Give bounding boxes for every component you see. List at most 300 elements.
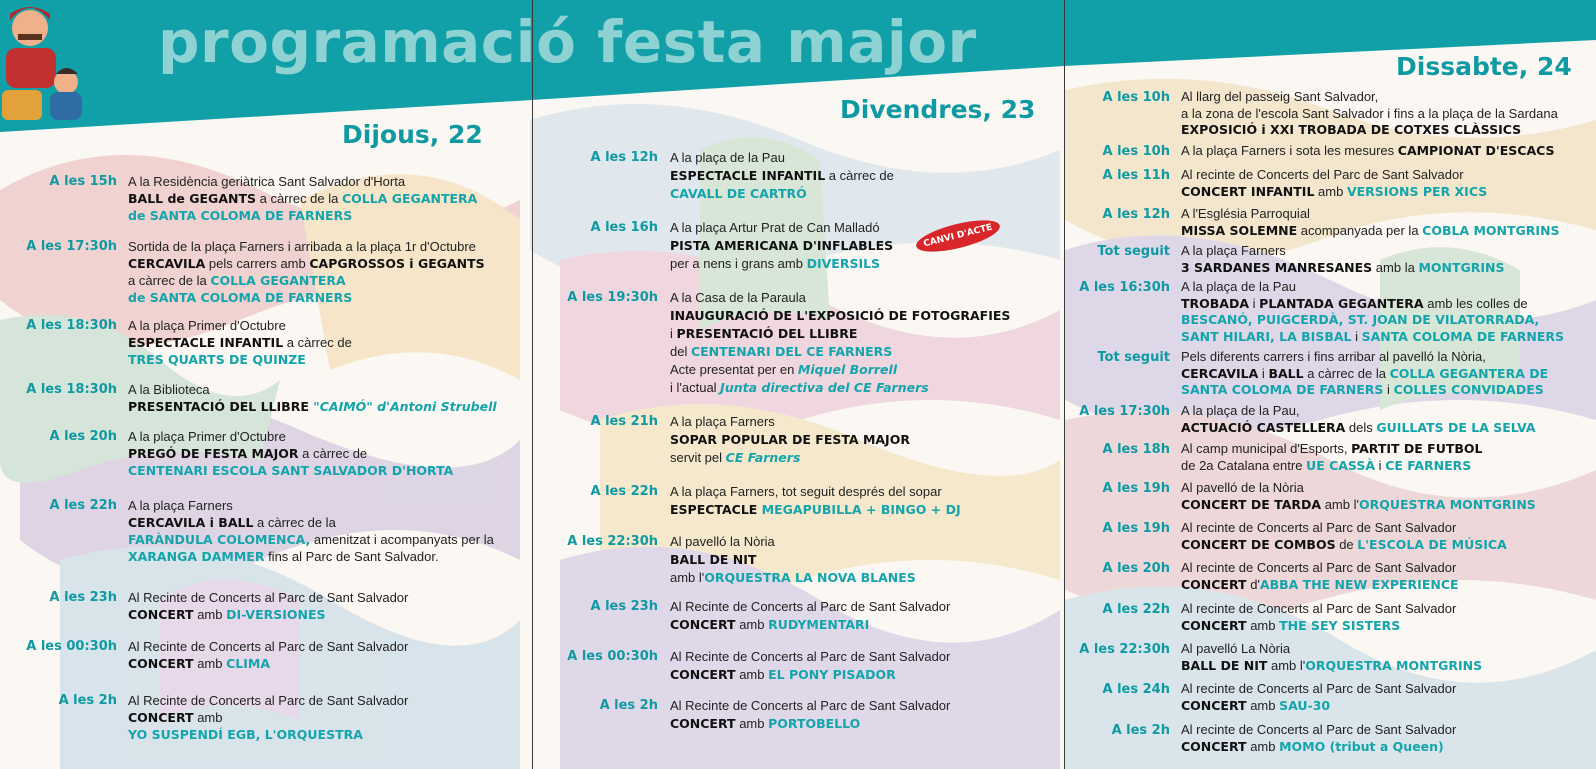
event-line (1181, 106, 1558, 123)
event-description (1181, 243, 1505, 276)
plain-text: per a nens i grans amb (670, 256, 807, 271)
event-name: PRESENTACIÓ DEL LLIBRE (128, 399, 309, 414)
plain-text: Al recinte de Concerts al Parc de Sant Salvador (1181, 722, 1457, 737)
event-line (128, 272, 485, 289)
plain-text: amb (735, 716, 769, 731)
event-line (1181, 560, 1459, 577)
event-name: CONCERT DE COMBOS (1181, 536, 1336, 552)
event-line (1181, 296, 1564, 313)
plain-text: A la Residència geriàtrica Sant Salvador d'Horta (128, 174, 406, 189)
event-time: A les 11h (1102, 168, 1170, 183)
event-line (670, 219, 893, 237)
plain-text: amb (193, 710, 223, 725)
event-name: 3 SARDANES MANRESANES (1181, 259, 1373, 275)
plain-text: amb (1246, 617, 1280, 633)
performer-name: MOMO (tribut a Queen) (1279, 738, 1444, 754)
event-name: PRESENTACIÓ DEL LLIBRE (676, 326, 858, 341)
event-name: CONCERT DE TARDA (1181, 496, 1322, 512)
performer-name: COLLES CONVIDADES (1393, 382, 1544, 397)
event-line (670, 569, 916, 587)
event-description (128, 692, 408, 743)
event-line (670, 379, 1010, 397)
event-description (670, 413, 910, 467)
event-line (1181, 260, 1505, 277)
plain-text: Acte presentat per en (670, 362, 798, 377)
event-name: TROBADA (1181, 295, 1250, 311)
event-line (1181, 537, 1507, 554)
event-description (128, 638, 408, 672)
performer-name: YO SUSPENDÍ EGB, L'ORQUESTRA (128, 727, 363, 742)
event-line (670, 413, 910, 431)
event-description (1181, 167, 1487, 200)
performer-name: XARANGA DAMMER (128, 549, 265, 564)
performer-name: MEGAPUBILLA + BINGO + DJ (757, 502, 961, 517)
event-line (670, 483, 961, 501)
event-name: BALL DE NIT (1181, 657, 1268, 673)
event-description (128, 317, 352, 368)
performer-name: ORQUESTRA LA NOVA BLANES (704, 570, 916, 585)
event-line (1181, 618, 1456, 635)
plain-text: Al recinte de Concerts al Parc de Sant Salvador (1181, 681, 1457, 696)
event-line (670, 185, 894, 203)
event-line (1181, 458, 1483, 475)
event-time: A les 19:30h (567, 290, 658, 305)
event-description (670, 697, 950, 733)
event-time: A les 15h (49, 174, 117, 189)
event-time: A les 10h (1102, 90, 1170, 105)
event-time: A les 12h (590, 150, 658, 165)
performer-name: ABBA THE NEW EXPERIENCE (1259, 576, 1459, 592)
event-description (670, 289, 1010, 397)
event-line (128, 726, 408, 743)
event-time: A les 20h (49, 429, 117, 444)
event-name: CONCERT (1181, 617, 1247, 633)
event-line (670, 666, 950, 684)
event-line (1181, 641, 1482, 658)
event-time: A les 17:30h (1079, 404, 1170, 419)
event-line (670, 149, 894, 167)
event-line (1181, 420, 1536, 437)
event-name: CERCAVILA (1181, 365, 1259, 381)
plain-text: a càrrec de la (253, 515, 336, 530)
event-description (128, 381, 497, 415)
event-line (1181, 206, 1560, 223)
plain-text: amb la (1372, 259, 1419, 275)
event-line (670, 648, 950, 666)
event-line (128, 190, 477, 207)
event-time: A les 00:30h (26, 639, 117, 654)
performer-name: "CAIMÓ" d'Antoni Strubell (308, 399, 497, 414)
event-line (1181, 329, 1564, 346)
event-line (1181, 658, 1482, 675)
plain-text: d' (1246, 576, 1260, 592)
event-description (128, 238, 485, 306)
event-time: A les 12h (1102, 207, 1170, 222)
performer-name: EL PONY PISADOR (768, 667, 896, 682)
event-description (1181, 206, 1560, 239)
performer-name: SANTA COLOMA DE FARNERS (1361, 328, 1565, 344)
plain-text: Al recinte de Concerts del Parc de Sant Salvador (1181, 167, 1464, 182)
plain-text: Al pavelló de la Nòria (1181, 480, 1304, 495)
event-description (128, 497, 494, 565)
event-line (128, 606, 408, 623)
event-time: A les 2h (1111, 723, 1170, 738)
event-name: CONCERT (128, 710, 194, 725)
event-line (1181, 143, 1555, 160)
performer-name: DIVERSILS (806, 256, 881, 271)
event-description (1181, 279, 1564, 345)
event-description (128, 428, 453, 479)
plain-text: i (1249, 295, 1260, 311)
plain-text: del (670, 344, 691, 359)
plain-text: amb l' (670, 570, 705, 585)
plain-text: a càrrec de (825, 168, 894, 183)
event-description (128, 173, 477, 224)
performer-name: DI-VERSIONES (226, 607, 326, 622)
event-description (1181, 681, 1456, 714)
event-time: Tot seguit (1097, 244, 1170, 259)
plain-text: A la Biblioteca (128, 382, 210, 397)
event-time: A les 20h (1102, 561, 1170, 576)
day-title-thursday: Dijous, 22 (342, 120, 483, 149)
festival-mascot-logo (0, 0, 90, 130)
event-name: BALL (1268, 365, 1304, 381)
performer-name: PORTOBELLO (768, 716, 861, 731)
event-time: A les 18:30h (26, 382, 117, 397)
performer-name: CENTENARI DEL CE FARNERS (690, 344, 893, 359)
event-name: CONCERT (1181, 576, 1247, 592)
plain-text: i (1258, 365, 1269, 381)
performer-name: SANT HILARI, LA BISBAL (1181, 328, 1352, 344)
plain-text: amb (1246, 697, 1280, 713)
event-time: A les 19h (1102, 481, 1170, 496)
event-name: EXPOSICIÓ i XXI TROBADA DE COTXES CLÀSSICS (1181, 122, 1522, 137)
event-description (1181, 601, 1456, 634)
event-line (128, 238, 485, 255)
performer-name: SAU-30 (1279, 697, 1331, 713)
event-line (1181, 167, 1487, 184)
performer-name: COLLA GEGANTERA (210, 273, 346, 288)
performer-name: de SANTA COLOMA DE FARNERS (128, 290, 353, 305)
event-line (128, 514, 494, 531)
plain-text: Al Recinte de Concerts al Parc de Sant Salvador (128, 639, 409, 654)
event-time: A les 24h (1102, 682, 1170, 697)
event-name: ESPECTACLE (670, 502, 758, 517)
event-line (670, 237, 893, 255)
event-line (670, 167, 894, 185)
plain-text: Al llarg del passeig Sant Salvador, (1181, 89, 1379, 104)
plain-text: amb (193, 656, 227, 671)
column-divider (532, 0, 533, 769)
event-name: CONCERT (1181, 697, 1247, 713)
event-line (128, 589, 408, 606)
plain-text: Al Recinte de Concerts al Parc de Sant Salvador (128, 693, 409, 708)
event-time: A les 17:30h (26, 239, 117, 254)
plain-text: amb (735, 617, 769, 632)
event-line (128, 351, 352, 368)
event-name: PARTIT DE FUTBOL (1351, 441, 1483, 456)
plain-text: A la plaça de la Pau (1181, 279, 1296, 294)
plain-text: A la plaça de la Pau (670, 150, 785, 165)
plain-text: a càrrec de (283, 335, 352, 350)
event-description (1181, 349, 1548, 399)
plain-text: Al Recinte de Concerts al Parc de Sant Salvador (128, 590, 409, 605)
performer-name: SANTA COLOMA DE FARNERS (1181, 382, 1384, 397)
plain-text: A la plaça Farners, tot seguit després del sopar (670, 484, 942, 499)
event-line (670, 501, 961, 519)
event-name: PREGÓ DE FESTA MAJOR (128, 446, 299, 461)
event-line (1181, 279, 1564, 296)
performer-name: COLLA GEGANTERA DE (1389, 365, 1549, 381)
event-name: PISTA AMERICANA D'INFLABLES (670, 238, 894, 253)
plain-text: A la plaça Artur Prat de Can Malladó (670, 220, 880, 235)
event-time: A les 18h (1102, 442, 1170, 457)
performer-name: COBLA MONTGRINS (1422, 222, 1560, 238)
event-time: A les 10h (1102, 144, 1170, 159)
plain-text: a càrrec de la (128, 273, 211, 288)
event-description (1181, 143, 1555, 160)
performer-name: CAVALL DE CARTRÓ (670, 186, 807, 201)
event-line (1181, 382, 1548, 399)
plain-text: i (1375, 457, 1386, 473)
plain-text: Sortida de la plaça Farners i arribada a la plaça 1r d'Octubre (128, 239, 476, 254)
event-time: A les 00:30h (567, 649, 658, 664)
event-description (1181, 441, 1483, 474)
event-line (128, 398, 497, 415)
event-time: A les 21h (590, 414, 658, 429)
plain-text: amb (1314, 183, 1347, 199)
event-name: BALL de GEGANTS (128, 191, 256, 206)
event-time: A les 16h (590, 220, 658, 235)
event-line (128, 638, 408, 655)
plain-text: amb (1246, 738, 1280, 754)
event-name: CAPGROSSOS i GEGANTS (309, 256, 485, 271)
event-name: CAMPIONAT D'ESCACS (1397, 143, 1555, 158)
event-line (1181, 403, 1536, 420)
event-description (670, 533, 916, 587)
event-description (1181, 403, 1536, 436)
event-description (128, 589, 408, 623)
event-name: ESPECTACLE INFANTIL (128, 335, 284, 350)
event-line (670, 343, 1010, 361)
event-line (128, 462, 453, 479)
plain-text: fins al Parc de Sant Salvador. (264, 549, 439, 564)
event-line (128, 173, 477, 190)
event-line (1181, 184, 1487, 201)
event-line (670, 361, 1010, 379)
event-line (1181, 681, 1456, 698)
plain-text: de (1335, 536, 1358, 552)
plain-text: amb (735, 667, 769, 682)
performer-name: COLLA GEGANTERA (342, 191, 478, 206)
event-line (670, 449, 910, 467)
event-name: CONCERT (128, 607, 194, 622)
event-line (128, 692, 408, 709)
performer-name: GUILLATS DE LA SELVA (1376, 419, 1536, 435)
event-line (1181, 497, 1536, 514)
plain-text: A la plaça Farners (670, 414, 775, 429)
plain-text: a la zona de l'escola Sant Salvador i fins a la plaça de la Sardana (1181, 105, 1558, 121)
performer-name: Junta directiva del CE Farners (720, 380, 929, 395)
plain-text: pels carrers amb (205, 256, 310, 271)
event-name: CONCERT INFANTIL (1181, 183, 1315, 199)
plain-text: i (1351, 328, 1362, 344)
event-line (670, 533, 916, 551)
plain-text: Al Recinte de Concerts al Parc de Sant Salvador (670, 649, 951, 664)
event-description (1181, 520, 1507, 553)
event-line (1181, 122, 1558, 139)
event-line (1181, 312, 1564, 329)
plain-text: a càrrec de la (1303, 365, 1390, 381)
event-description (1181, 560, 1459, 593)
event-name: INAUGURACIÓ DE L'EXPOSICIÓ DE FOTOGRAFIES (670, 308, 1011, 323)
event-line (1181, 722, 1456, 739)
plain-text: amenitzat i acompanyats per la (310, 532, 494, 547)
event-description (670, 483, 961, 519)
event-line (670, 431, 910, 449)
event-time: A les 22h (49, 498, 117, 513)
event-description (670, 149, 894, 203)
event-line (1181, 577, 1459, 594)
event-name: ACTUACIÓ CASTELLERA (1181, 419, 1346, 435)
event-line (1181, 223, 1560, 240)
event-line (128, 655, 408, 672)
day-title-saturday: Dissabte, 24 (1396, 52, 1572, 81)
plain-text: a càrrec de (298, 446, 368, 461)
plain-text: amb l' (1321, 496, 1359, 512)
event-description (670, 648, 950, 684)
plain-text: amb les colles de (1423, 295, 1528, 311)
event-name: CONCERT (128, 656, 194, 671)
plain-text: i (670, 326, 677, 341)
event-line (670, 697, 950, 715)
event-name: MISSA SOLEMNE (1181, 222, 1298, 238)
event-time: A les 23h (590, 599, 658, 614)
event-line (128, 317, 352, 334)
event-time: Tot seguit (1097, 350, 1170, 365)
plain-text: servit pel (670, 450, 726, 465)
plain-text: Al recinte de Concerts al Parc de Sant Salvador (1181, 520, 1457, 535)
event-name: BALL DE NIT (670, 552, 757, 567)
event-time: A les 22:30h (567, 534, 658, 549)
column-divider (1064, 0, 1065, 769)
event-line (128, 445, 453, 462)
event-line (670, 307, 1010, 325)
plain-text: A la Casa de la Paraula (670, 290, 806, 305)
event-time: A les 19h (1102, 521, 1170, 536)
plain-text: A la plaça Farners i sota les mesures (1181, 143, 1398, 158)
event-time: A les 2h (599, 698, 658, 713)
plain-text: dels (1345, 419, 1377, 435)
event-line (128, 709, 408, 726)
event-line (670, 551, 916, 569)
plain-text: Al pavelló La Nòria (1181, 641, 1291, 656)
plain-text: amb l' (1267, 657, 1306, 673)
performer-name: THE SEY SISTERS (1279, 617, 1401, 633)
event-line (670, 325, 1010, 343)
performer-name: CENTENARI ESCOLA SANT SALVADOR D'HORTA (128, 463, 454, 478)
event-description (670, 598, 950, 634)
plain-text: A la plaça Farners (128, 498, 233, 513)
event-time: A les 2h (58, 693, 117, 708)
performer-name: TRES QUARTS DE QUINZE (128, 352, 306, 367)
performer-name: CE Farners (725, 450, 801, 465)
plain-text: Pels diferents carrers i fins arribar al pavelló la Nòria, (1181, 349, 1486, 364)
plain-text: A l'Església Parroquial (1181, 206, 1310, 221)
event-line (1181, 601, 1456, 618)
plain-text: i l'actual (670, 380, 721, 395)
event-line (128, 548, 494, 565)
performer-name: RUDYMENTARI (768, 617, 870, 632)
event-name: ESPECTACLE INFANTIL (670, 168, 826, 183)
event-name: CONCERT (670, 617, 736, 632)
event-line (128, 334, 352, 351)
performer-name: MONTGRINS (1418, 259, 1505, 275)
plain-text: amb (193, 607, 227, 622)
event-name: CONCERT (1181, 738, 1247, 754)
performer-name: Miquel Borrell (797, 362, 898, 377)
event-line (670, 598, 950, 616)
event-line (670, 616, 950, 634)
event-name: SOPAR POPULAR DE FESTA MAJOR (670, 432, 910, 447)
event-name: CONCERT (670, 716, 736, 731)
event-line (1181, 243, 1505, 260)
event-line (1181, 480, 1536, 497)
event-line (1181, 520, 1507, 537)
event-description (1181, 641, 1482, 674)
performer-name: ORQUESTRA MONTGRINS (1358, 496, 1536, 512)
event-line (670, 255, 893, 273)
performer-name: CE FARNERS (1385, 457, 1472, 473)
plain-text: A la plaça Primer d'Octubre (128, 429, 286, 444)
event-line (1181, 698, 1456, 715)
plain-text: i (1383, 382, 1394, 397)
plain-text: Al Recinte de Concerts al Parc de Sant Salvador (670, 698, 951, 713)
performer-name: CLIMA (226, 656, 270, 671)
performer-name: ORQUESTRA MONTGRINS (1305, 657, 1483, 673)
plain-text: a càrrec de la (256, 191, 342, 206)
event-time: A les 22:30h (1079, 642, 1170, 657)
plain-text: Al recinte de Concerts al Parc de Sant Salvador (1181, 560, 1457, 575)
changed-event-stamp: CANVI D'ACTE (913, 214, 1002, 258)
event-time: A les 22h (590, 484, 658, 499)
plain-text: Al camp municipal d'Esports, (1181, 441, 1352, 456)
event-time: A les 23h (49, 590, 117, 605)
performer-name: UE CASSÀ (1306, 457, 1376, 473)
event-line (670, 289, 1010, 307)
event-line (1181, 441, 1483, 458)
event-name: PLANTADA GEGANTERA (1259, 295, 1424, 311)
performer-name: VERSIONS PER XICS (1346, 183, 1488, 199)
performer-name: BESCANÓ, PUIGCERDÀ, ST. JOAN DE VILATORRADA, (1181, 312, 1540, 327)
event-line (1181, 739, 1456, 756)
page-title: programació festa major (158, 8, 977, 76)
day-title-friday: Divendres, 23 (840, 95, 1036, 124)
event-line (1181, 349, 1548, 366)
plain-text: Al Recinte de Concerts al Parc de Sant Salvador (670, 599, 951, 614)
event-line (128, 207, 477, 224)
event-description (1181, 722, 1456, 755)
performer-name: de SANTA COLOMA DE FARNERS (128, 208, 353, 223)
performer-name: FARÀNDULA COLOMENCA, (128, 532, 311, 547)
event-time: A les 22h (1102, 602, 1170, 617)
plain-text: A la plaça Primer d'Octubre (128, 318, 286, 333)
event-line (128, 255, 485, 272)
event-name: CONCERT (670, 667, 736, 682)
event-line (1181, 89, 1558, 106)
event-name: CERCAVILA (128, 256, 206, 271)
event-line (1181, 366, 1548, 383)
